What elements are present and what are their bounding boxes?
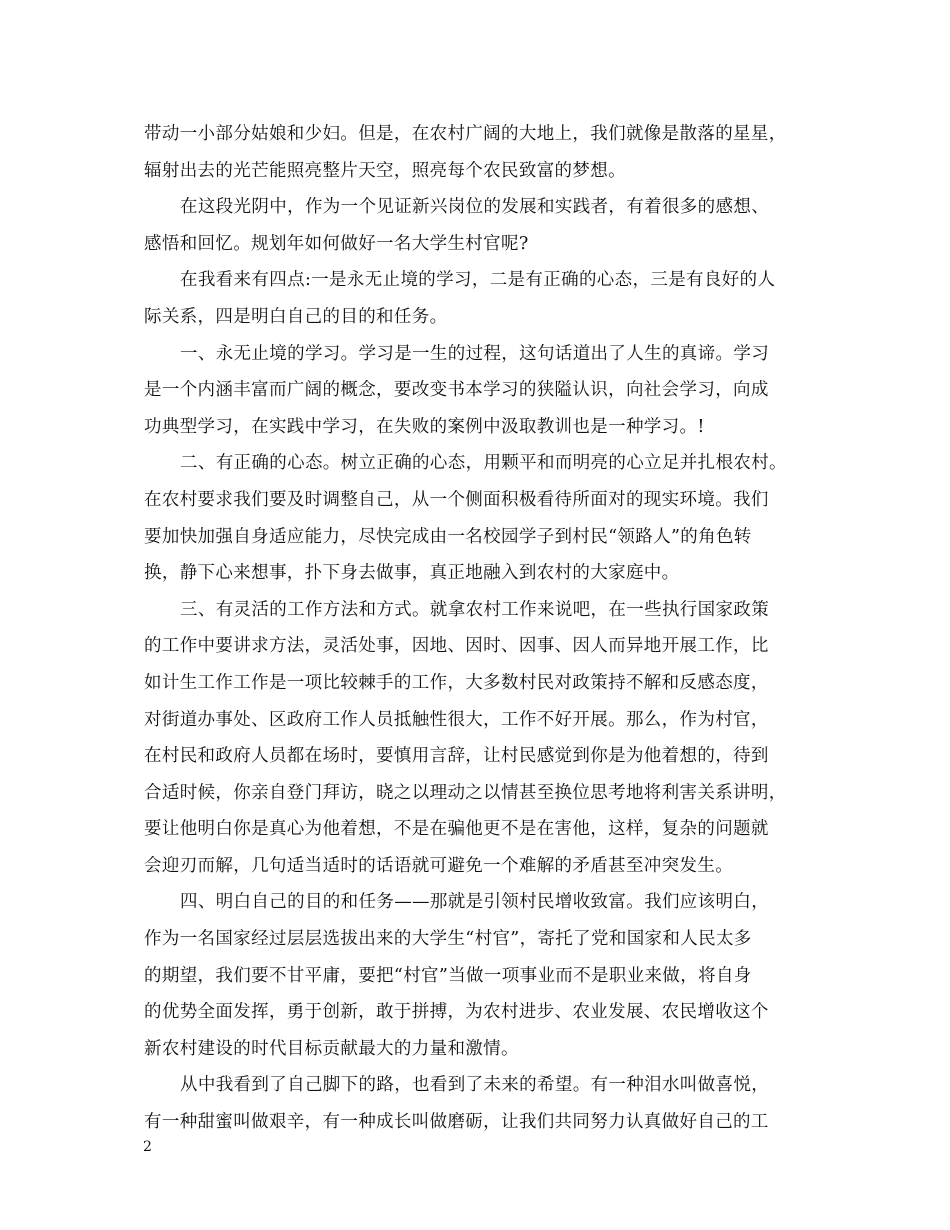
text-line-26: 新农村建设的时代目标贡献最大的力量和激情。: [144, 1038, 519, 1059]
text-line-20: 要让他明白你是真心为他着想，不是在骗他更不是在害他，这样，复杂的问题就: [144, 819, 769, 840]
text-line-1: 带动一小部分姑娘和少妇。但是，在农村广阔的大地上，我们就像是散落的星星，: [144, 124, 787, 144]
text-line-14: 三、有灵活的工作方法和方式。就拿农村工作来说吧，在一些执行国家政策: [180, 599, 770, 620]
text-line-25: 的优势全面发挥，勇于创新，敢于拼搏，为农村进步、农业发展、农民增收这个: [144, 1002, 769, 1023]
body-text: [144, 116, 834, 1141]
text-line-18: 在村民和政府人员都在场时，要慎用言辞，让村民感觉到你是为他着想的，待到: [144, 746, 769, 767]
text-line-5: 在我看来有四点:一是永无止境的学习，二是有正确的心态，三是有良好的人: [180, 270, 776, 291]
text-line-17: 对街道办事处、区政府工作人员抵触性很大，工作不好开展。那么，作为村官，: [144, 709, 769, 730]
text-line-16: 如计生工作工作是一项比较棘手的工作，大多数村民对政策持不解和反感态度，: [144, 672, 769, 693]
text-line-13: 换，静下心来想事，扑下身去做事，真正地融入到农村的大家庭中。: [144, 563, 680, 584]
text-line-6: 际关系，四是明白自己的目的和任务。: [144, 306, 448, 327]
text-line-28: 有一种甜蜜叫做艰辛，有一种成长叫做磨砺，让我们共同努力认真做好自己的工: [144, 1112, 769, 1133]
text-line-27: 从中我看到了自己脚下的路，也看到了未来的希望。有一种泪水叫做喜悦，: [180, 1075, 770, 1096]
text-line-19: 合适时候，你亲自登门拜访，晓之以理动之以情甚至换位思考地将利害关系讲明，: [144, 782, 787, 803]
text-line-12: 要加快加强自身适应能力，尽快完成由一名校园学子到村民“领路人”的角色转: [144, 526, 752, 547]
text-line-10: 二、有正确的心态。树立正确的心态，用颗平和而明亮的心立足并扎根农村。: [180, 453, 787, 474]
text-line-4: 感悟和回忆。规划年如何做好一名大学生村官呢?: [144, 233, 529, 254]
text-line-8: 是一个内涵丰富而广阔的概念，要改变书本学习的狭隘认识，向社会学习，向成: [144, 380, 769, 401]
text-line-3: 在这段光阴中，作为一个见证新兴岗位的发展和实践者，有着很多的感想、: [180, 197, 770, 218]
text-line-15: 的工作中要讲求方法，灵活处事，因地、因时、因事、因人而异地开展工作，比: [144, 636, 769, 657]
text-line-11: 在农村要求我们要及时调整自己，从一个侧面积极看待所面对的现实环境。我们: [144, 489, 769, 510]
text-line-23: 作为一名国家经过层层选拔出来的大学生“村官”，寄托了党和国家和人民太多: [144, 929, 752, 950]
text-line-22: 四、明白自己的目的和任务——那就是引领村民增收致富。我们应该明白，: [180, 892, 770, 913]
text-line-21: 会迎刃而解，几句适当适时的话语就可避免一个难解的矛盾甚至冲突发生。: [144, 855, 734, 876]
text-line-24: 的期望，我们要不甘平庸，要把“村官”当做一项事业而不是职业来做，将自身: [144, 965, 752, 986]
text-line-9: 功典型学习，在实践中学习，在失败的案例中汲取教训也是一种学习。!: [144, 416, 705, 437]
page-number: 2: [143, 1139, 152, 1155]
text-line-7: 一、永无止境的学习。学习是一生的过程，这句话道出了人生的真谛。学习: [180, 343, 770, 364]
text-line-2: 辐射出去的光芒能照亮整片天空，照亮每个农民致富的梦想。: [144, 160, 626, 181]
